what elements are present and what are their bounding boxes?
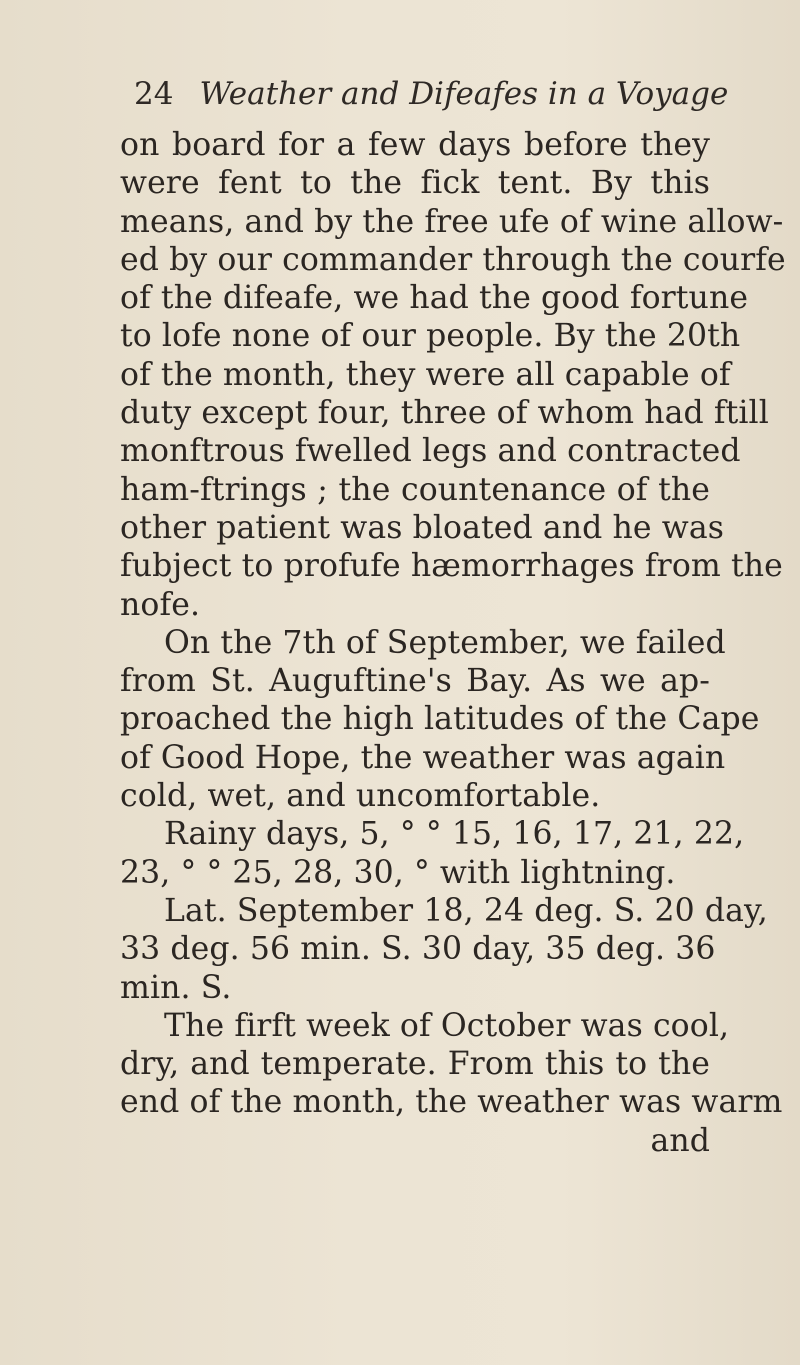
page-header	[134, 74, 728, 114]
text-line: cold, wet, and uncomfortable.	[120, 778, 601, 815]
text-line: Rainy days, 5, ° ° 15, 16, 17, 21, 22,	[164, 816, 745, 853]
text-line: 23, ° ° 25, 28, 30, ° with lightning.	[120, 854, 676, 891]
text-line: of the difeafe, we had the good fortune	[120, 280, 749, 317]
text-line: end of the month, the weather was warm	[120, 1084, 783, 1121]
page-number: 24	[134, 76, 174, 112]
text-line: On the 7th of September, we failed	[164, 624, 726, 661]
text-line: min. S.	[120, 969, 232, 1006]
text-line: proached the high latitudes of the Cape	[120, 701, 760, 738]
text-line: means, and by the free ufe of wine allow-	[120, 203, 784, 240]
text-line: nofe.	[120, 586, 201, 623]
text-line: from St. Auguftine's Bay. As we ap-	[120, 663, 710, 700]
text-line: dry, and temperate. From this to the	[120, 1046, 710, 1083]
text-line: Lat. September 18, 24 deg. S. 20 day,	[164, 892, 768, 929]
text-line: monftrous fwelled legs and contracted	[120, 433, 741, 470]
page-body-text	[120, 126, 786, 1160]
text-line: on board for a few days before they	[120, 127, 710, 163]
text-line: were fent to the fick tent. By this	[120, 165, 710, 202]
catchword: and	[650, 1122, 710, 1159]
text-line: of the month, they were all capable of	[120, 356, 731, 393]
text-line: duty except four, three of whom had ftill	[120, 395, 769, 432]
text-line: ham-ftrings ; the countenance of the	[120, 471, 710, 508]
text-line: The firft week of October was cool,	[164, 1007, 730, 1044]
text-line: fubject to profufe hæmorrhages from the	[120, 548, 783, 585]
text-line: to lofe none of our people. By the 20th	[120, 318, 741, 355]
running-title: Weather and Difeafes in a Voyage	[199, 76, 729, 112]
text-line: 33 deg. 56 min. S. 30 day, 35 deg. 36	[120, 931, 716, 968]
text-line: of Good Hope, the weather was again	[120, 739, 726, 776]
text-line: other patient was bloated and he was	[120, 509, 724, 546]
text-line: ed by our commander through the courfe	[120, 241, 786, 278]
